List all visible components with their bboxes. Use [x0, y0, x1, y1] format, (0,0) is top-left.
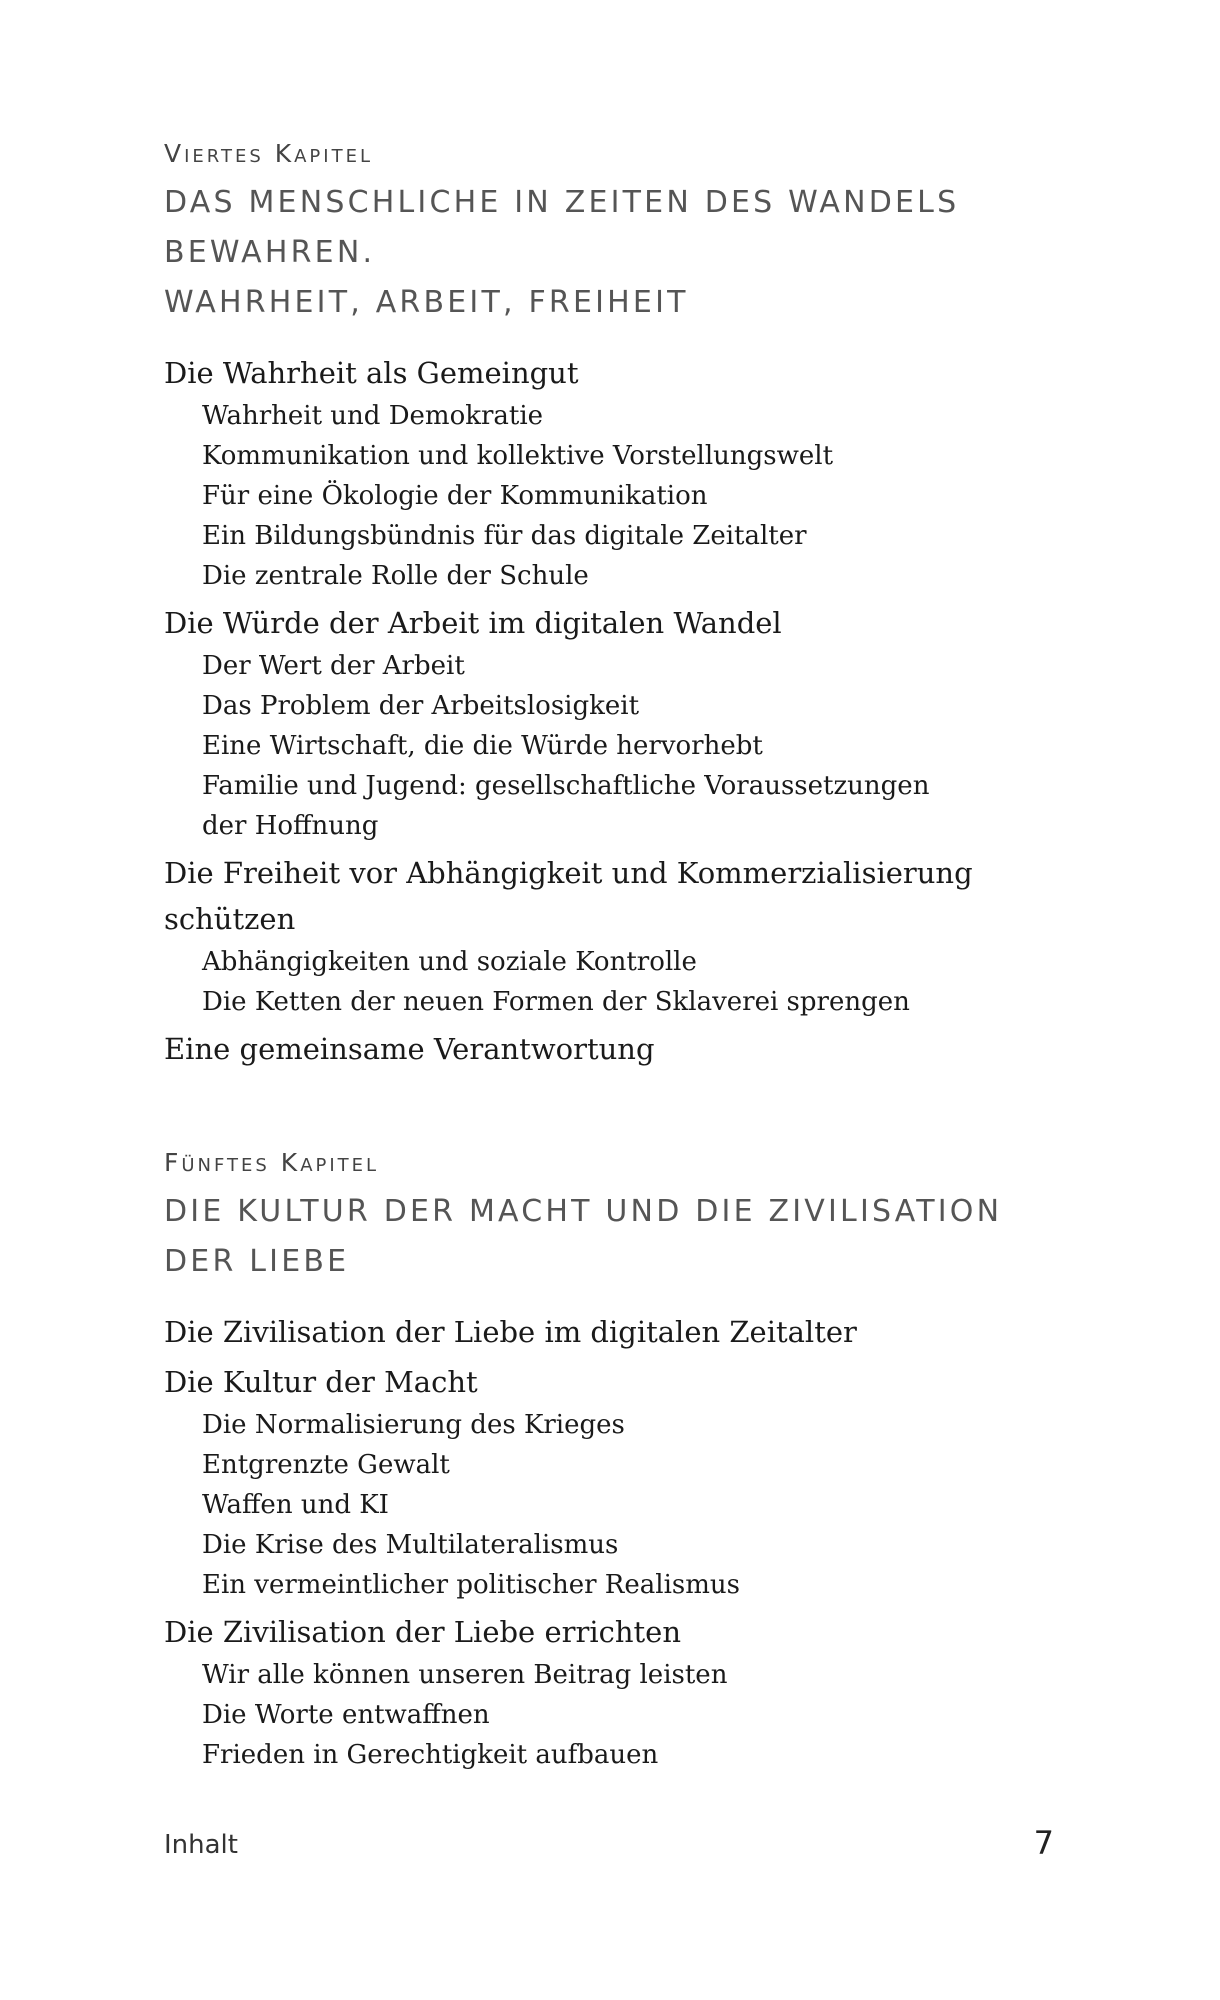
toc-subentry: Waffen und KI: [202, 1490, 389, 1520]
chapter-5: [164, 1139, 1064, 1779]
toc-entry: Die Zivilisation der Liebe im digitalen Zeitalter: [164, 1315, 857, 1349]
toc-subentry: Familie und Jugend: gesellschaftliche Voraussetzungen: [202, 771, 930, 801]
chapter-kicker: Fünftes Kapitel: [164, 1148, 380, 1177]
toc-subentry: Das Problem der Arbeitslosigkeit: [202, 691, 640, 721]
toc-subentry: Wahrheit und Demokratie: [202, 401, 544, 431]
toc-section: [164, 350, 1064, 596]
toc-list: [164, 350, 1064, 1072]
toc-section: [164, 600, 1064, 846]
toc-subentry: Ein Bildungsbündnis für das digitale Zeitalter: [202, 521, 807, 551]
toc-entry: Eine gemeinsame Verantwortung: [164, 1032, 655, 1066]
toc-subentry: Die Worte entwaffnen: [202, 1700, 490, 1730]
toc-subentry: Für eine Ökologie der Kommunikation: [202, 481, 708, 511]
toc-entry: Die Zivilisation der Liebe errichten: [164, 1615, 682, 1649]
chapter-title-line: DAS MENSCHLICHE IN ZEITEN DES WANDELS: [164, 185, 960, 220]
toc-subentry: Abhängigkeiten und soziale Kontrolle: [202, 947, 697, 977]
toc-entry: Die Würde der Arbeit im digitalen Wandel: [164, 606, 782, 640]
toc-entry: Die Freiheit vor Abhängigkeit und Kommerzialisierung: [164, 856, 973, 890]
toc-entry: Die Kultur der Macht: [164, 1365, 478, 1399]
toc-subentry: Kommunikation und kollektive Vorstellungswelt: [202, 441, 834, 471]
toc-subentry: Der Wert der Arbeit: [202, 651, 465, 681]
toc-entry: Die Wahrheit als Gemeingut: [164, 356, 579, 390]
chapter-title-line: DIE KULTUR DER MACHT UND DIE ZIVILISATION: [164, 1194, 1003, 1229]
toc-subentry: Die zentrale Rolle der Schule: [202, 561, 589, 591]
toc-subentry: Die Normalisierung des Krieges: [202, 1410, 625, 1440]
toc-subentry: der Hoffnung: [202, 811, 379, 841]
toc-section: [164, 1309, 1064, 1355]
toc-entry: schützen: [164, 902, 296, 936]
toc-subentry: Entgrenzte Gewalt: [202, 1450, 450, 1480]
toc-section: [164, 1609, 1064, 1775]
chapter-title-line: BEWAHREN.: [164, 235, 376, 270]
running-footer-label: Inhalt: [164, 1830, 238, 1860]
toc-section: [164, 1359, 1064, 1605]
chapter-title-line: DER LIEBE: [164, 1244, 350, 1279]
toc-subentry: Die Ketten der neuen Formen der Sklaverei sprengen: [202, 987, 910, 1017]
toc-subentry: Frieden in Gerechtigkeit aufbauen: [202, 1740, 659, 1770]
chapter-title-line: WAHRHEIT, ARBEIT, FREIHEIT: [164, 285, 689, 320]
chapter-kicker: Viertes Kapitel: [164, 139, 373, 168]
toc-subentry: Wir alle können unseren Beitrag leisten: [202, 1660, 728, 1690]
toc-section: [164, 1026, 1064, 1072]
toc-subentry: Die Krise des Multilateralismus: [202, 1530, 619, 1560]
toc-subentry: Ein vermeintlicher politischer Realismus: [202, 1570, 740, 1600]
page-number: 7: [1033, 1824, 1054, 1862]
toc-section: [164, 850, 1064, 1022]
chapter-4: [164, 130, 1064, 1076]
toc-subentry: Eine Wirtschaft, die die Würde hervorhebt: [202, 731, 763, 761]
toc-list: [164, 1309, 1064, 1775]
